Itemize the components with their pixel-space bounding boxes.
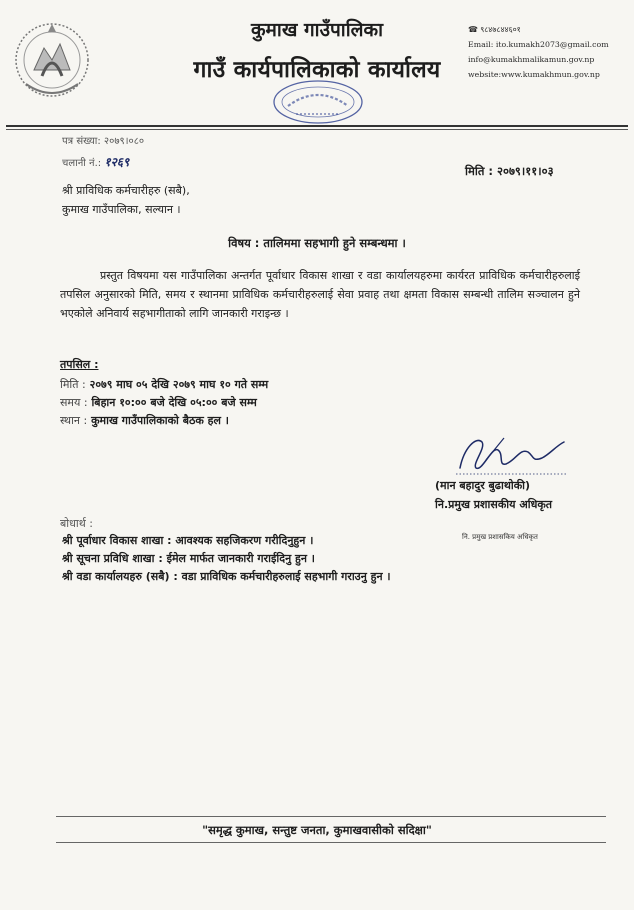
letter-date: मिति : २०७९।११।०३: [465, 164, 554, 178]
letter-body: प्रस्तुत विषयमा यस गाउँपालिका अन्तर्गत पूर्वाधार विकास शाखा र वडा कार्यालयहरुमा कार्यरत प्राविधिक कर्मचारीहरुलाई तपसिल अनुसारको मिति, समय र स्थानमा प्राविधिक कर्मचारीहरुलाई सेवा प्रवाह तथा क्षमता विकास सम्बन्धी तालिम सञ्चालन हुने भएकोले अनिवार्य सहभागीताको लागि जानकारी गराइन्छ ।: [60, 269, 580, 320]
chalani-value: १२६९: [104, 155, 130, 169]
tapasil-place: [60, 413, 229, 428]
addressee-line-2: कुमाख गाउँपालिका, सल्यान ।: [62, 203, 181, 216]
patra-sankhya: पत्र संख्या: २०७९।०८०: [62, 136, 145, 147]
tapasil-date: [60, 377, 268, 392]
website-address: website:www.kumakhmun.gov.np: [468, 70, 600, 79]
chalani-number: [62, 153, 129, 170]
cc-label: बोधार्थ :: [60, 517, 93, 530]
designation-stamp: नि. प्रमुख प्रशासकिय अधिकृत: [462, 533, 538, 541]
signatory-name: (मान बहादुर बुढाथोकी): [435, 479, 531, 492]
municipality-name: कुमाख गाउँपालिका: [250, 19, 384, 41]
chalani-label: चलानी नं.:: [62, 158, 102, 169]
email-address-2: info@kumakhmalikamun.gov.np: [468, 55, 595, 64]
office-name: गाउँ कार्यपालिकाको कार्यालय: [193, 57, 441, 83]
addressee-line-1: श्री प्राविधिक कर्मचारीहरु (सबै),: [62, 184, 190, 197]
office-stamp: [262, 78, 374, 126]
tapasil-time-label: समय :: [60, 396, 88, 409]
tapasil-heading: तपसिल :: [60, 358, 99, 371]
cc-item-it: श्री सूचना प्रविधि शाखा : ईमेल मार्फत जानकारी गराईदिनु हुन ।: [62, 552, 315, 565]
signature: [446, 428, 574, 478]
contact-info: [468, 22, 609, 82]
footer-rule-bottom: [56, 842, 606, 843]
header-rule-thin: [6, 129, 628, 130]
tapasil-time: [60, 395, 257, 410]
header-rule: [6, 125, 628, 127]
tapasil-date-label: मिति :: [60, 378, 86, 391]
email-address: Email: ito.kumakh2073@gmail.com: [468, 40, 609, 49]
letter-subject: विषय : तालिममा सहभागी हुने सम्बन्धमा ।: [228, 236, 406, 250]
tapasil-place-label: स्थान :: [60, 414, 88, 427]
footer-motto: "समृद्ध कुमाख, सन्तुष्ट जनता, कुमाखवासीको सदिक्षा": [202, 823, 432, 837]
tapasil-place-value: कुमाख गाउँपालिकाको बैठक हल ।: [91, 414, 229, 427]
phone-number: ☎ ९८४७८४४६०१: [468, 25, 521, 34]
cc-item-wards: श्री वडा कार्यालयहरु (सबै) : वडा प्राविधिक कर्मचारीहरुलाई सहभागी गराउनु हुन ।: [62, 570, 391, 583]
cc-item-infrastructure: श्री पूर्वाधार विकास शाखा : आवश्यक सहजिकरण गरीदिनुहुन ।: [62, 534, 314, 547]
footer-rule-top: [56, 816, 606, 817]
tapasil-time-value: बिहान १०:०० बजे देखि ०५:०० बजे सम्म: [91, 396, 257, 409]
signatory-title: नि.प्रमुख प्रशासकीय अधिकृत: [435, 498, 553, 511]
tapasil-date-value: २०७९ माघ ०५ देखि २०७९ माघ १० गते सम्म: [89, 378, 269, 391]
